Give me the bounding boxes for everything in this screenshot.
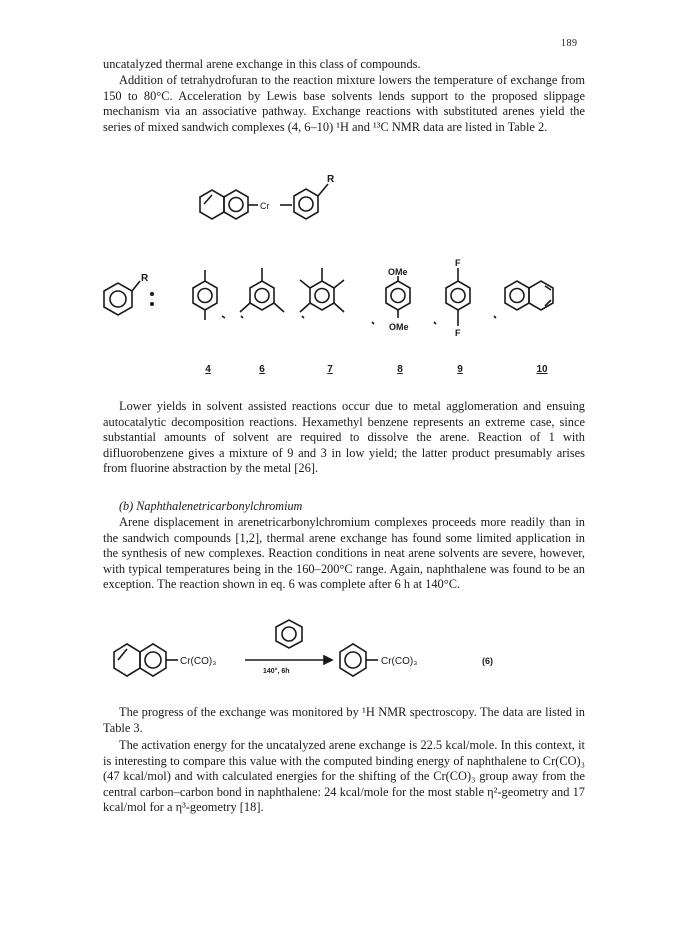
f-bottom-label: F xyxy=(455,328,461,338)
paragraph-thf-exchange: Addition of tetrahydrofuran to the reaction mixture lowers the temperature of exchange from 150 to 80°C. Acceleration by Lewis base solvents lends support to the proposed slippage mechanism via an associative pathway. Exchange reactions with substituted arenes yield the series of mixed sandwich complexes (4, 6–10) ¹H and ¹³C NMR data are listed in Table 2. xyxy=(103,73,585,134)
compound-10-ring-right xyxy=(529,281,553,310)
paragraph-lower-yields: Lower yields in solvent assisted reactions occur due to metal agglomeration and ensuing autocatalytic decomposition reactions. Hexamethyl benzene represents an extreme case, since substantial amounts of solvent are required to dissolve the arene. Reaction of 1 with difluorobenzene gives a mixture of 9 and 3 in low yield; the latter product presumably arises from fluorine abstraction by the metal [26]. xyxy=(103,399,585,476)
page-number: 189 xyxy=(561,38,578,49)
f-top-label: F xyxy=(455,258,461,268)
compound-label-6: 6 xyxy=(259,364,265,375)
eq-product-group: Cr(CO)₃ xyxy=(381,656,418,667)
equation-number: (6) xyxy=(482,656,493,666)
top-naphthalene-ring-left xyxy=(200,190,224,219)
compound-label-8: 8 xyxy=(397,364,403,375)
compound-label-7: 7 xyxy=(327,364,333,375)
section-heading: (b) Naphthalenetricarbonylchromium xyxy=(119,499,303,513)
eq-naphthalene-ring-left xyxy=(114,644,140,676)
compound-8-ring xyxy=(386,281,410,310)
paragraph-activation-energy: The activation energy for the uncatalyzed arene exchange is 22.5 kcal/mole. In this context, it is interesting to compare this value with the computed binding energy of naphthalene to Cr(CO)₃ (47 kcal/mol) and with calculated energies for the shifting of the Cr(CO)₃ group away from the central carbon–carbon bond in naphthalene: 24 kcal/mole for the most stable η²-geometry and 17 kcal/mol for a η³-geometry [18]. xyxy=(103,738,585,815)
eq-benzene-reagent xyxy=(276,620,302,648)
ome-bottom-label: OMe xyxy=(389,322,409,332)
compound-label-4: 4 xyxy=(205,364,211,375)
left-arene-ring xyxy=(104,283,132,315)
eq-product-benzene-ring xyxy=(340,644,366,676)
left-substituent-label: R xyxy=(141,273,149,284)
compound-4-ring xyxy=(193,281,217,310)
eq-reactant-group: Cr(CO)₃ xyxy=(180,656,217,667)
top-naphthalene-aromatic-circle xyxy=(229,198,243,212)
compound-label-10: 10 xyxy=(536,364,548,375)
paragraph-continuation: uncatalyzed thermal arene exchange in this class of compounds. xyxy=(103,57,421,71)
compound-10-ring-left xyxy=(505,281,529,310)
compound-label-9: 9 xyxy=(457,364,463,375)
top-naphthalene-ring-right xyxy=(224,190,248,219)
compound-7-ring xyxy=(310,281,334,310)
compound-9-ring xyxy=(446,281,470,310)
scheme-mixed-sandwich xyxy=(0,0,680,380)
ome-top-label: OMe xyxy=(388,267,408,277)
paragraph-progress: The progress of the exchange was monitored by ¹H NMR spectroscopy. The data are listed in Table 3. xyxy=(103,705,585,735)
eq-conditions: 140°, 6h xyxy=(263,668,290,675)
paragraph-arene-displacement: Arene displacement in arenetricarbonylchromium complexes proceeds more readily than in the sandwich compounds [1,2], thermal arene exchange has found some limited application in the synthesis of new complexes. Reaction conditions in neat arene solvents are severe, however, with typical temperatures being in the 160–200°C range. Again, naphthalene was found to be an exception. The reaction shown in eq. 6 was complete after 6 h at 140°C. xyxy=(103,515,585,592)
compound-6-ring xyxy=(250,281,274,310)
top-metal-label: Cr xyxy=(260,201,270,211)
top-arene-ring xyxy=(294,189,318,219)
eq-naphthalene-ring-right xyxy=(140,644,166,676)
top-substituent-label: R xyxy=(327,174,335,185)
